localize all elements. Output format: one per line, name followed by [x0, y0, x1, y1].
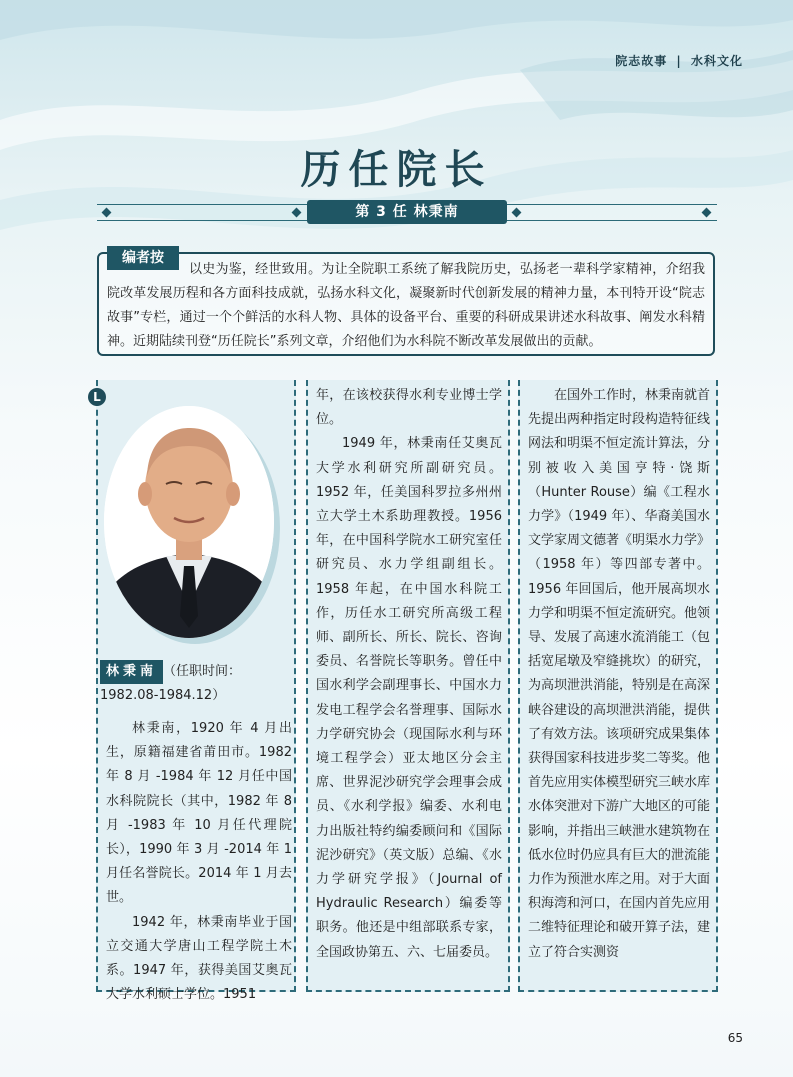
subtitle: 第 3 任 林秉南	[307, 200, 507, 224]
section-letter-icon: L	[88, 388, 106, 406]
profile-tenure: （任职时间：1982.08-1984.12）	[100, 664, 242, 703]
diamond-ornament	[292, 208, 302, 218]
paragraph: 1942 年，林秉南毕业于国立交通大学唐山工程学院土木系。1947 年，获得美国艾奥瓦大学水利硕士学位。1951	[106, 914, 292, 1003]
subtitle-banner	[97, 200, 717, 226]
section-label	[615, 52, 743, 69]
profile-caption	[100, 660, 296, 708]
paragraph: 年，在该校获得水利专业博士学位。	[316, 388, 502, 428]
editor-note-tag: 编者按	[107, 246, 179, 270]
editor-note-text: 以史为鉴，经世致用。为让全院职工系统了解我院历史，弘扬老一辈科学家精神，介绍我院改革发展历程和各方面科技成就，弘扬水科文化，凝聚新时代创新发展的精神力量，本刊特开设“院志故事”专栏，通过一个个鲜活的水科人物、具体的设备平台、重要的科研成果讲述水科故事、阐发水科精神。近期陆续刊登“历任院长”系列文章，介绍他们为水科院不断改革发展做出的贡献。	[107, 262, 705, 349]
section-name: 院志故事	[615, 54, 668, 68]
portrait-photo	[104, 406, 274, 638]
page-title: 历任院长	[300, 146, 493, 193]
column-3-text	[528, 384, 710, 965]
editor-note	[97, 252, 715, 356]
diamond-ornament	[702, 208, 712, 218]
section-separator: |	[676, 54, 682, 68]
paragraph: 在国外工作时，林秉南就首先提出两种指定时段构造特征线网法和明渠不恒定流计算法，分别被收入美国亨特·饶斯（Hunter Rouse）编《工程水力学》（1949 年）、华裔美国水文学家周文德著《明渠水力学》（1958 年）等四部专著中。1956 年回国后，他开展高坝水力学和明渠不恒定流研究。他领导、发展了高速水流消能工（包括宽尾墩及窄缝挑坎）的研究，为高坝泄洪消能，特别是在高深峡谷建设的高坝泄洪消能，提供了有效方法。该项研究成果集体获得国家科技进步奖二等奖。他首先应用实体模型研究三峡水库水体突泄对下游广大地区的可能影响，并指出三峡泄水建筑物在低水位时仍应具有巨大的泄流能力作为预泄水库之用。对于大面积海湾和河口，在国内首先应用二维特征理论和破开算子法，建立了符合实测资	[528, 388, 711, 960]
diamond-ornament	[102, 208, 112, 218]
page-number: 65	[727, 1031, 743, 1045]
paragraph: 林秉南，1920 年 4 月出生，原籍福建省莆田市。1982 年 8 月 -1984 年 12 月任中国水科院院长（其中，1982 年 8 月 -1983 年 10 月任代理院长），1990 年 3 月 -2014 年 1 月任名誉院长。2014 年 1 月去世。	[106, 721, 292, 906]
paragraph: 1949 年，林秉南任艾奥瓦大学水利研究所副研究员。1952 年，任美国科罗拉多州州立大学土木系助理教授。1956 年，在中国科学院水工研究室任研究员、水力学组副组长。1958 年起，在中国水科院工作，历任水工研究所高级工程师、副所长、所长、院长、咨询委员、名誉院长等职务。曾任中国水利学会副理事长、中国水力发电工程学会名誉理事、国际水力学研究协会（现国际水利与环境工程学会）亚太地区分会主席、世界泥沙研究学会理事会成员、《水利学报》编委、水利电力出版社特约编委顾问和《国际泥沙研究》（英文版）总编、《水力学研究学报》（Journal of Hydraulic Research）编委等职务。他还是中组部联系专家，全国政协第五、六、七届委员。	[316, 436, 502, 960]
diamond-ornament	[512, 208, 522, 218]
column-name: 水科文化	[690, 54, 743, 68]
column-1-text	[106, 717, 292, 1007]
profile-name: 林秉南	[100, 660, 163, 684]
column-2-text	[316, 384, 502, 965]
portrait-illustration	[104, 406, 274, 638]
